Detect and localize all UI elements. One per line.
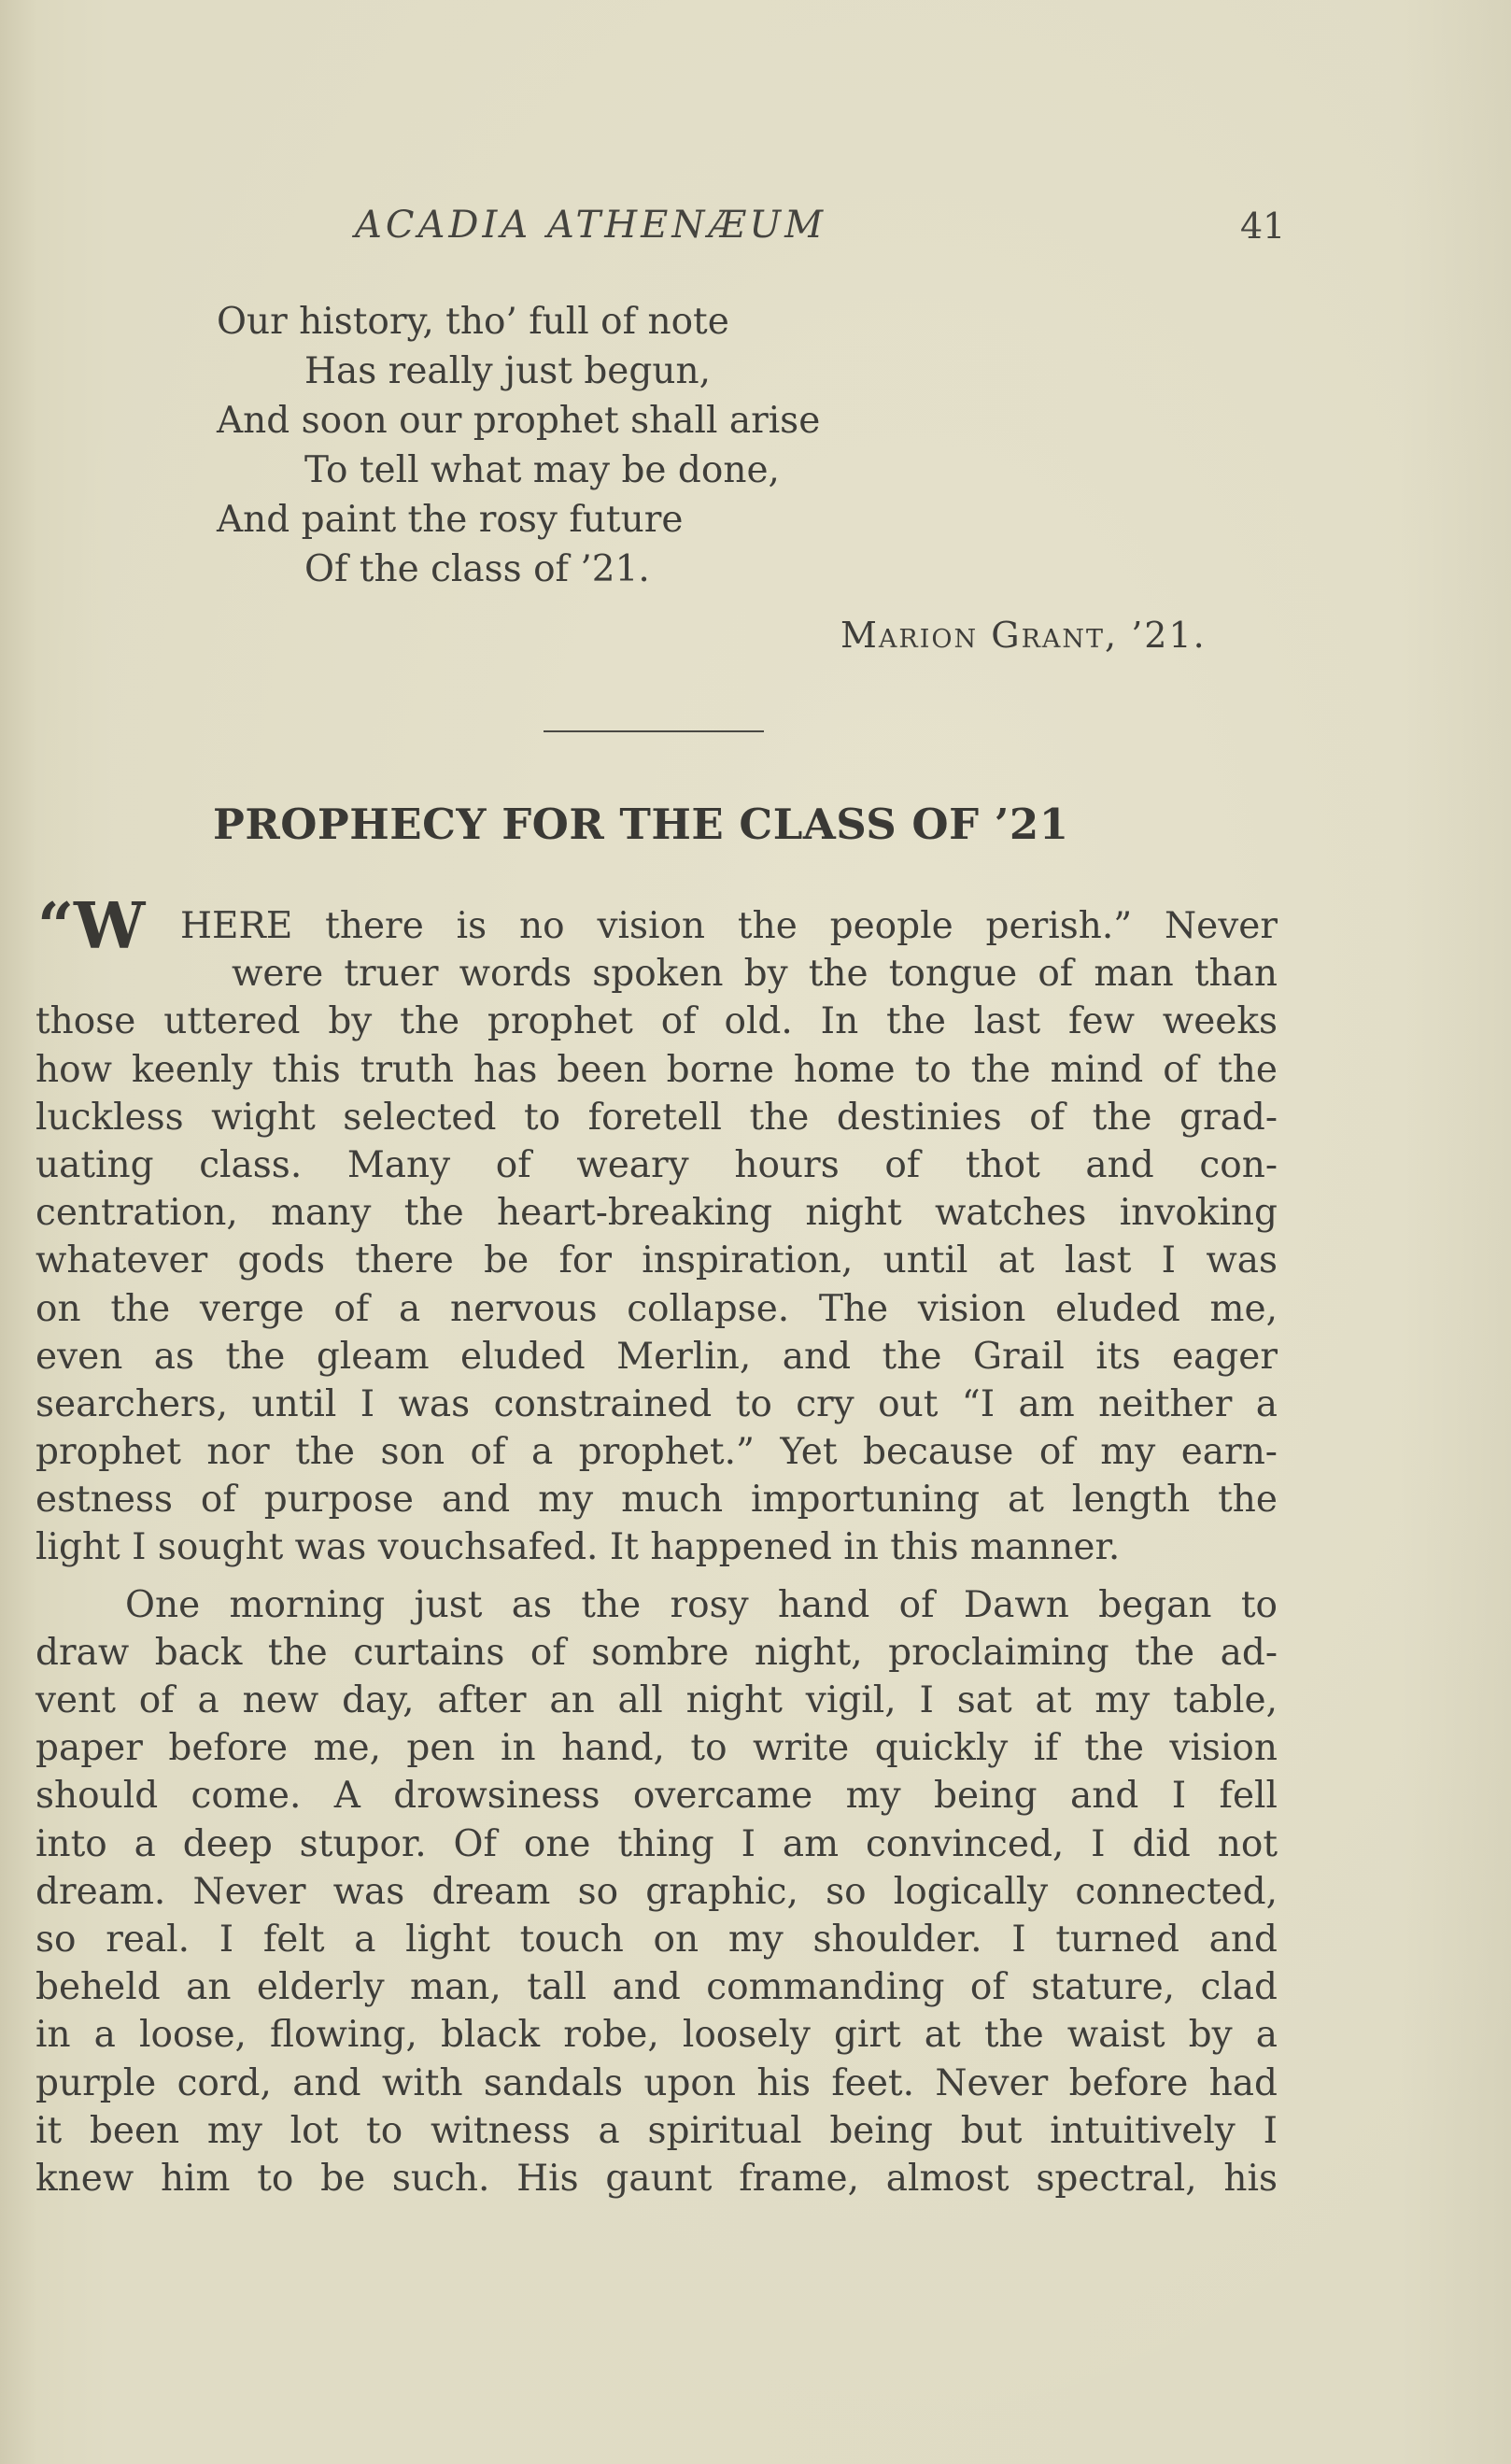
poem-line: To tell what may be done, bbox=[304, 449, 780, 491]
poem-line: And paint the rosy future bbox=[217, 499, 684, 541]
article-line: searchers, until I was constrained to cry out “I am neither a bbox=[35, 1382, 1278, 1425]
article-line: how keenly this truth has been borne home to the mind of the bbox=[35, 1048, 1278, 1091]
article-line: beheld an elderly man, tall and commanding of stature, clad bbox=[35, 1966, 1278, 2009]
page-number: 41 bbox=[1240, 205, 1286, 247]
article-line: estness of purpose and my much importuning at length the bbox=[35, 1479, 1278, 1522]
article-line: even as the gleam eluded Merlin, and the Grail its eager bbox=[35, 1335, 1278, 1378]
article-line: dream. Never was dream so graphic, so logically connected, bbox=[35, 1870, 1278, 1913]
article-line: purple cord, and with sandals upon his feet. Never before had bbox=[35, 2061, 1278, 2104]
article-line: whatever gods there be for inspiration, until at last I was bbox=[35, 1239, 1278, 1282]
article-line: draw back the curtains of sombre night, proclaiming the ad- bbox=[35, 1631, 1278, 1674]
article-line-text: HERE there is no vision the people perish.” Never bbox=[180, 905, 1278, 947]
article-line: vent of a new day, after an all night vigil, I sat at my table, bbox=[35, 1679, 1278, 1721]
article-line: into a deep stupor. Of one thing I am convinced, I did not bbox=[35, 1822, 1278, 1865]
section-divider bbox=[544, 730, 764, 732]
article-line: in a loose, flowing, black robe, loosely girt at the waist by a bbox=[35, 2014, 1278, 2057]
article-line: were truer words spoken by the tongue of man than bbox=[232, 953, 1278, 996]
article-line: so real. I felt a light touch on my shoulder. I turned and bbox=[35, 1918, 1278, 1961]
paragraph-gap bbox=[35, 1572, 1278, 1581]
poem-line: Has really just begun, bbox=[304, 350, 711, 392]
article-line: paper before me, pen in hand, to write quickly if the vision bbox=[35, 1727, 1278, 1770]
drop-cap: “W bbox=[37, 889, 144, 964]
article-body bbox=[35, 889, 1278, 2202]
article-line: centration, many the heart-breaking night watches invoking bbox=[35, 1192, 1278, 1235]
poem-line: Of the class of ’21. bbox=[304, 548, 650, 590]
article-title: PROPHECY FOR THE CLASS OF ’21 bbox=[213, 800, 1069, 849]
article-line bbox=[35, 889, 1278, 964]
article-line: One morning just as the rosy hand of Dawn began to bbox=[125, 1583, 1278, 1626]
poem-attribution: Marion Grant, ’21. bbox=[840, 615, 1207, 656]
article-line: light I sought was vouchsafed. It happened in this manner. bbox=[35, 1526, 1121, 1569]
poem bbox=[217, 297, 1244, 594]
article-line: on the verge of a nervous collapse. The vision eluded me, bbox=[35, 1287, 1278, 1330]
page-header bbox=[0, 204, 1511, 260]
article-line: those uttered by the prophet of old. In the last few weeks bbox=[35, 1000, 1278, 1043]
running-title: ACADIA ATHENÆUM bbox=[355, 204, 827, 247]
poem-line: Our history, tho’ full of note bbox=[217, 301, 729, 343]
poem-line: And soon our prophet shall arise bbox=[217, 400, 821, 442]
article-line: uating class. Many of weary hours of thot and con- bbox=[35, 1143, 1278, 1186]
article-line: prophet nor the son of a prophet.” Yet because of my earn- bbox=[35, 1431, 1278, 1474]
article-line: should come. A drowsiness overcame my being and I fell bbox=[35, 1775, 1278, 1818]
article-line: knew him to be such. His gaunt frame, almost spectral, his bbox=[35, 2157, 1278, 2200]
article-line: luckless wight selected to foretell the destinies of the grad- bbox=[35, 1096, 1278, 1139]
article-line: it been my lot to witness a spiritual being but intuitively I bbox=[35, 2109, 1278, 2152]
